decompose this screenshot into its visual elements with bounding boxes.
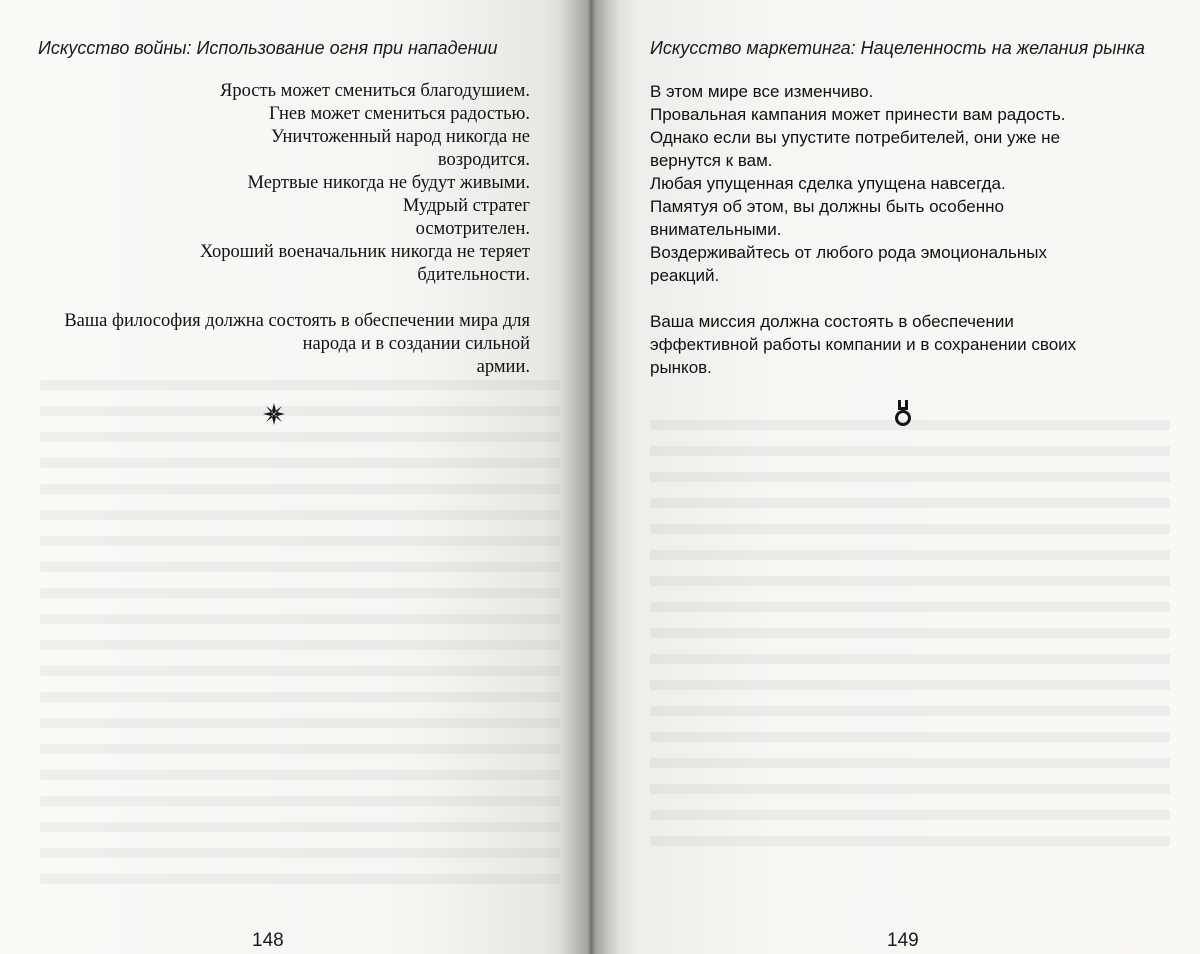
verse-line: Однако если вы упустите потребителей, они уже не (650, 128, 1061, 147)
verse-line: осмотрителен. (415, 219, 530, 239)
page-number: 148 (252, 930, 284, 951)
ring-ornament-icon (894, 400, 912, 428)
right-page (590, 0, 1200, 954)
verse-line: Воздерживайтесь от любого рода эмоциональных (650, 243, 1047, 262)
closing-line: рынков. (650, 358, 712, 377)
verse-line: вернутся к вам. (650, 151, 773, 170)
show-through-texture (650, 420, 1170, 860)
verse-line: реакций. (650, 266, 720, 285)
verse-line: бдительности. (417, 265, 530, 285)
verse-line: Мудрый стратег (402, 196, 530, 216)
verse-line: Уничтоженный народ никогда не (271, 127, 530, 147)
verse-line: Ярость может смениться благодушием. (219, 81, 530, 101)
verse-line: Гнев может смениться радостью. (269, 104, 530, 124)
closing-line: армии. (476, 357, 530, 377)
closing-line: эффективной работы компании и в сохранении своих (650, 335, 1077, 354)
verse-line: Хороший военачальник никогда не теряет (199, 242, 530, 262)
eight-point-star-ornament-icon (263, 403, 285, 425)
verse-block (650, 80, 1190, 379)
verse-line: внимательными. (650, 220, 782, 239)
page-number: 149 (887, 930, 919, 951)
left-page (0, 0, 590, 954)
verse-block (38, 80, 530, 379)
verse-line: Провальная кампания может принести вам радость. (650, 105, 1066, 124)
verse-line: В этом мире все изменчиво. (650, 82, 874, 101)
verse-line: Любая упущенная сделка упущена навсегда. (650, 174, 1006, 193)
verse-line: возродится. (437, 150, 530, 170)
show-through-texture (40, 380, 560, 900)
closing-line: Ваша миссия должна состоять в обеспечении (650, 312, 1014, 331)
closing-line: Ваша философия должна состоять в обеспечении мира для (64, 311, 530, 331)
running-head: Искусство маркетинга: Нацеленность на желания рынка (650, 38, 1145, 58)
verse-line: Мертвые никогда не будут живыми. (247, 173, 530, 193)
running-head: Искусство войны: Использование огня при нападении (38, 38, 498, 58)
closing-line: народа и в создании сильной (302, 334, 530, 354)
verse-line: Памятуя об этом, вы должны быть особенно (650, 197, 1004, 216)
